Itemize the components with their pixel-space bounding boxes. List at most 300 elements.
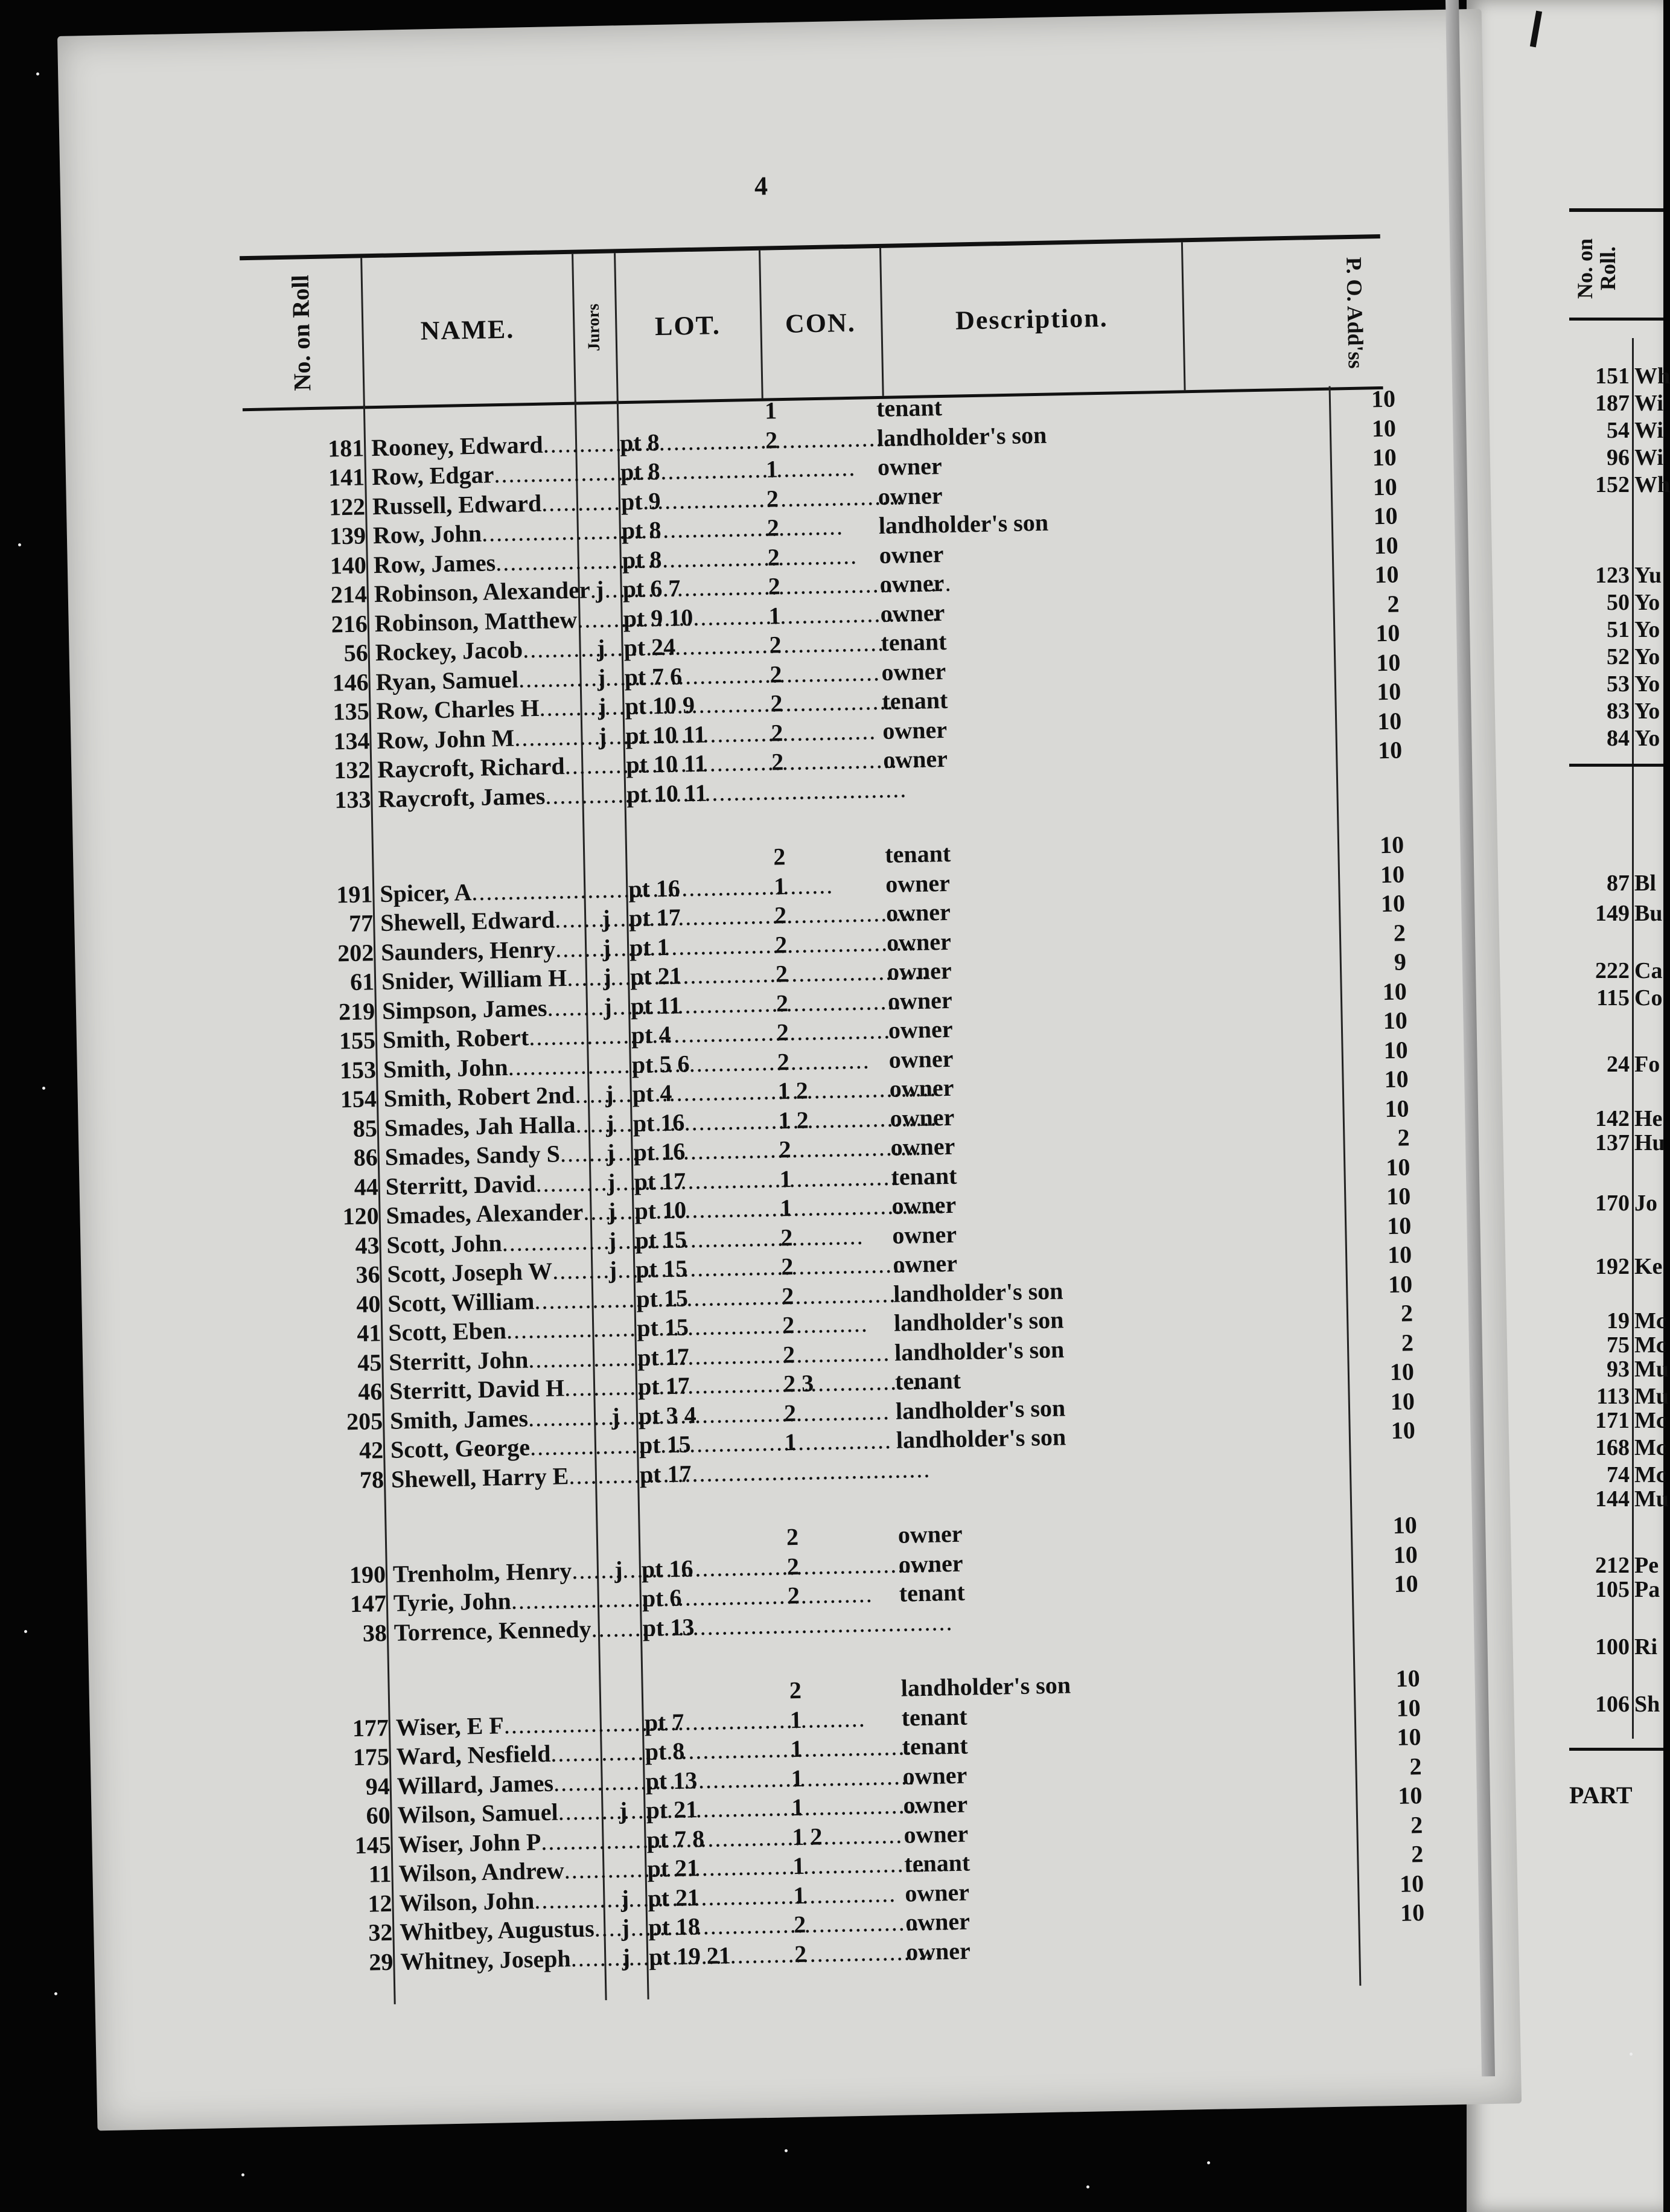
description-value: owner <box>892 1249 958 1278</box>
right-name-fragment: Wh <box>1634 363 1670 389</box>
con-value: 2 <box>766 484 779 513</box>
con-value: 2 <box>768 572 781 600</box>
po-address: 10 <box>1390 1387 1415 1415</box>
juror-mark: j <box>596 634 605 662</box>
lot-value: pt 10 11 <box>625 720 707 749</box>
right-roll-number: 137 <box>1595 1130 1630 1156</box>
elector-name: Sterritt, David ..... <box>385 1169 591 1201</box>
roll-number: 181 <box>327 433 365 462</box>
lot-value: pt 10 11 <box>626 779 708 808</box>
po-address: 10 <box>1372 473 1398 500</box>
right-list-item <box>1569 1690 1663 1718</box>
con-value: 2 <box>774 901 787 929</box>
right-list-item <box>1569 616 1663 644</box>
roll-number: 38 <box>362 1619 387 1647</box>
po-address: 10 <box>1371 385 1396 413</box>
lot-value: pt 21 <box>647 1854 700 1882</box>
lot-value: pt 8 <box>620 457 661 486</box>
dust-speck <box>785 2149 788 2152</box>
po-address: 10 <box>1391 1416 1416 1444</box>
roll-number <box>267 1684 388 1687</box>
roll-number: 77 <box>348 909 374 937</box>
lot-value: pt 16 <box>633 1137 686 1166</box>
lot-value: pt 3 4 <box>638 1401 697 1430</box>
right-name-fragment: Yo <box>1634 726 1660 751</box>
right-name-fragment: Yu <box>1634 563 1662 588</box>
roll-number: 216 <box>331 609 368 638</box>
con-value: 1 <box>792 1852 805 1880</box>
description-value: tenant <box>901 1702 968 1731</box>
right-roll-number: 24 <box>1607 1052 1630 1077</box>
roll-number: 205 <box>346 1407 383 1435</box>
right-name-fragment: Mc <box>1634 1462 1666 1488</box>
right-list-item <box>1569 444 1663 471</box>
lot-value: pt 13 <box>645 1766 698 1795</box>
description-value: owner <box>903 1790 968 1819</box>
header-jurors-label: Jurors <box>584 303 604 352</box>
elector-name: Saunders, Henry ..... <box>381 935 587 967</box>
con-value: 1 <box>779 1165 792 1192</box>
con-value: 1 <box>792 1881 806 1909</box>
description-value: owner <box>885 869 951 898</box>
roll-number: 191 <box>336 880 373 908</box>
description-value: owner <box>879 540 944 569</box>
right-name-fragment: Bu <box>1634 901 1663 926</box>
right-list-item <box>1569 643 1663 671</box>
roll-number: 219 <box>338 997 375 1025</box>
right-roll-number: 106 <box>1595 1692 1630 1717</box>
lot-value: pt 15 <box>636 1313 689 1341</box>
description-value: owner <box>887 986 952 1015</box>
right-name-fragment: Yo <box>1634 617 1660 642</box>
con-value: 2 <box>794 1940 807 1967</box>
po-address: 10 <box>1372 443 1397 471</box>
con-value: 2 <box>765 426 778 454</box>
roll-number: 41 <box>356 1319 381 1347</box>
juror-mark: j <box>608 1256 617 1283</box>
elector-name: Torrence, Kennedy ..... <box>394 1615 599 1647</box>
juror-mark: j <box>598 692 607 721</box>
con-value: 2 3 <box>783 1369 814 1398</box>
con-value: 2 <box>789 1676 802 1704</box>
elector-name: Row, John ..... <box>373 518 579 550</box>
con-value: 2 <box>782 1340 795 1368</box>
right-roll-number: 171 <box>1595 1408 1630 1433</box>
description-value: landholder's son <box>893 1306 1064 1337</box>
right-list-item <box>1569 984 1663 1012</box>
juror-mark: j <box>607 1168 616 1196</box>
right-list-item <box>1569 561 1663 589</box>
roll-number: 61 <box>349 968 375 996</box>
po-address: 9 <box>1394 948 1407 976</box>
lot-value <box>643 1677 800 1680</box>
right-name-fragment: Yo <box>1634 671 1660 697</box>
header-po <box>1326 238 1383 388</box>
right-name-fragment: Yo <box>1634 644 1660 670</box>
roll-number <box>264 1531 385 1533</box>
con-value: 1 <box>765 455 779 483</box>
po-address: 10 <box>1382 977 1407 1005</box>
roll-number: 46 <box>357 1378 383 1405</box>
elector-name: Rooney, Edward ..... <box>371 430 577 462</box>
description-value: owner <box>897 1520 963 1549</box>
right-name-fragment: Mu <box>1634 1384 1669 1409</box>
elector-name: Scott, John ..... <box>386 1227 592 1259</box>
document-page <box>57 9 1522 2131</box>
elector-name: Smith, John ..... <box>383 1052 589 1084</box>
right-roll-number: 54 <box>1607 418 1630 443</box>
elector-name: Smades, Sandy S ..... <box>384 1139 590 1171</box>
right-list-item <box>1569 1253 1663 1280</box>
con-value: 2 <box>773 843 786 871</box>
right-section-rule <box>1569 764 1663 767</box>
dust-speck <box>18 543 21 546</box>
po-address: 2 <box>1397 1124 1410 1151</box>
right-name-fragment: Fo <box>1634 1052 1660 1077</box>
right-name-fragment: Mc <box>1634 1408 1666 1433</box>
po-address: 10 <box>1389 1358 1415 1386</box>
juror-mark: j <box>597 663 606 691</box>
right-name-fragment: Ke <box>1634 1254 1663 1279</box>
right-page-header <box>1569 208 1663 321</box>
right-name-fragment: Bl <box>1634 871 1656 896</box>
po-address: 10 <box>1388 1270 1413 1298</box>
elector-name: Ryan, Samuel ..... <box>375 664 581 696</box>
po-address: 10 <box>1385 1152 1410 1181</box>
description-value: landholder's son <box>878 508 1049 540</box>
elector-name: Whitbey, Augustus ..... <box>400 1914 605 1946</box>
po-address: 10 <box>1373 502 1398 530</box>
elector-name: Shewell, Harry E ..... <box>391 1462 597 1494</box>
lot-value <box>641 1523 798 1526</box>
po-address: 10 <box>1397 1782 1423 1809</box>
roll-number: 78 <box>359 1465 384 1494</box>
description-value: owner <box>905 1937 971 1966</box>
elector-name: Snider, William H ..... <box>381 964 587 996</box>
po-address: 2 <box>1410 1840 1424 1868</box>
juror-mark: j <box>622 1943 631 1971</box>
juror-mark: j <box>614 1555 623 1584</box>
elector-name: Scott, Eben ..... <box>388 1315 594 1347</box>
description-value: tenant <box>884 839 951 868</box>
juror-mark: j <box>608 1227 617 1255</box>
elector-name: Wiser, E F ..... <box>395 1710 601 1742</box>
elector-name: Sterritt, John ..... <box>389 1344 594 1376</box>
description-value: owner <box>904 1878 970 1907</box>
right-list-item <box>1569 697 1663 725</box>
right-roll-number: 149 <box>1595 901 1630 926</box>
juror-mark: j <box>611 1402 620 1430</box>
roll-number: 146 <box>332 668 369 696</box>
description-value: landholder's son <box>895 1393 1066 1425</box>
con-value: 2 <box>781 1282 794 1309</box>
right-name-fragment: Wi <box>1634 418 1663 443</box>
elector-name: Trenholm, Henry ..... <box>393 1556 599 1588</box>
right-list-item <box>1569 1407 1666 1434</box>
header-name-label: NAME. <box>420 314 515 346</box>
right-list-item <box>1569 1576 1663 1603</box>
po-address: 10 <box>1375 648 1401 676</box>
con-value: 2 <box>776 989 789 1017</box>
right-name-fragment: Pe <box>1634 1553 1659 1578</box>
description-value: owner <box>891 1220 957 1249</box>
po-address: 10 <box>1380 889 1406 918</box>
description-value: tenant <box>894 1366 961 1395</box>
po-address: 2 <box>1409 1752 1422 1780</box>
dust-speck <box>1207 2161 1210 2164</box>
po-address: 10 <box>1377 736 1403 764</box>
description-value: owner <box>890 1132 955 1161</box>
lot-value: pt 4 <box>632 1079 672 1108</box>
roll-number: 56 <box>343 639 369 667</box>
lot-value: pt 16 <box>628 874 681 903</box>
right-roll-number: 83 <box>1607 698 1630 724</box>
juror-mark: j <box>621 1914 630 1942</box>
right-name-fragment: Mc <box>1634 1332 1666 1358</box>
lot-value: pt 16 <box>641 1554 693 1583</box>
con-value: 2 <box>777 1047 790 1075</box>
con-value: 1 <box>780 1194 792 1222</box>
lot-value: pt 15 <box>635 1255 688 1283</box>
right-name-fragment: Pa <box>1634 1577 1660 1602</box>
description-value: tenant <box>899 1578 966 1607</box>
elector-name: Rockey, Jacob ..... <box>375 635 581 667</box>
right-roll-number: 187 <box>1595 391 1630 416</box>
lot-value: pt 9 <box>620 487 661 515</box>
con-value: 2 <box>793 1910 806 1939</box>
right-roll-number: 168 <box>1595 1435 1630 1460</box>
description-value: owner <box>878 481 943 510</box>
right-list-item <box>1569 1434 1666 1462</box>
po-address: 10 <box>1399 1869 1424 1897</box>
con-value: 1 <box>764 397 777 424</box>
juror-mark: j <box>606 1139 615 1166</box>
po-address: 10 <box>1386 1182 1411 1210</box>
dust-speck <box>36 72 39 75</box>
con-value: 2 <box>767 543 780 571</box>
con-value: 2 <box>771 748 784 776</box>
lot-value: pt 11 <box>630 991 681 1020</box>
juror-mark: j <box>602 963 612 991</box>
con-value: 2 <box>786 1552 800 1580</box>
lot-value: pt 21 <box>647 1883 700 1912</box>
right-list-item <box>1569 417 1663 444</box>
lot-value <box>628 843 785 846</box>
roll-number: 147 <box>349 1590 387 1618</box>
lot-value: pt 24 <box>623 633 676 662</box>
dust-speck <box>24 1630 27 1633</box>
elector-name: Smith, Robert 2nd ..... <box>383 1081 589 1113</box>
description-value: tenant <box>902 1731 968 1760</box>
lot-value: pt 7 6 <box>624 662 683 691</box>
con-value: 1 <box>768 601 782 630</box>
right-section-rule <box>1569 1748 1663 1751</box>
roll-number <box>251 851 372 853</box>
description-value: owner <box>898 1549 963 1578</box>
lot-value: pt 15 <box>635 1225 687 1254</box>
elector-name: Simpson, James ..... <box>382 993 588 1025</box>
right-name-fragment: Yo <box>1634 590 1660 615</box>
con-value: 1 2 <box>792 1822 823 1850</box>
right-roll-number: 100 <box>1595 1634 1630 1660</box>
juror-mark: j <box>598 722 607 750</box>
lot-value: pt 18 <box>648 1913 701 1941</box>
right-roll-number: 52 <box>1607 644 1630 670</box>
juror-mark: j <box>602 934 611 962</box>
po-address: 10 <box>1384 1065 1409 1093</box>
juror-mark: j <box>605 1110 614 1137</box>
dust-speck <box>241 2173 244 2176</box>
right-column-rule <box>1632 338 1634 1739</box>
right-roll-number: 115 <box>1596 985 1630 1011</box>
po-address: 10 <box>1383 1035 1409 1064</box>
lot-value: pt 10 9 <box>625 691 695 720</box>
con-value: 2 <box>770 660 782 688</box>
header-no-on-roll <box>240 258 365 408</box>
right-list-item <box>1569 1189 1663 1217</box>
right-name-fragment: Co <box>1634 985 1663 1011</box>
right-roll-number: 19 <box>1607 1308 1630 1334</box>
juror-mark: j <box>619 1797 628 1824</box>
con-value: 2 <box>770 689 783 717</box>
right-roll-number: 123 <box>1595 563 1630 588</box>
con-value: 2 <box>779 1136 792 1163</box>
po-address: 10 <box>1394 1570 1419 1597</box>
juror-mark: j <box>602 904 611 932</box>
description-value: landholder's son <box>900 1671 1071 1702</box>
elector-name: Row, James ..... <box>373 547 579 579</box>
po-address: 10 <box>1400 1899 1425 1926</box>
roll-number: 12 <box>368 1889 392 1917</box>
lot-value: pt 15 <box>639 1430 691 1459</box>
lot-value: pt 10 11 <box>625 749 707 779</box>
header-con-label: CON. <box>785 307 856 339</box>
right-roll-number: 75 <box>1607 1332 1630 1358</box>
right-roll-number: 192 <box>1595 1254 1630 1279</box>
lot-value: pt 16 <box>633 1108 685 1137</box>
roll-number: 140 <box>330 551 367 579</box>
description-value: owner <box>882 715 948 744</box>
con-value: 2 <box>780 1252 794 1280</box>
description-value: owner <box>881 657 946 686</box>
dust-speck <box>42 1087 45 1090</box>
juror-mark <box>584 400 608 401</box>
description-value: landholder's son <box>893 1276 1063 1308</box>
right-name-fragment: Jo <box>1634 1191 1657 1216</box>
elector-name: Robinson, Matthew ..... <box>374 606 580 638</box>
lot-value: pt 13 <box>642 1613 695 1641</box>
po-address: 10 <box>1392 1511 1418 1539</box>
right-name-fragment: Mu <box>1634 1357 1669 1382</box>
lot-value: pt 17 <box>639 1459 692 1488</box>
lot-value: pt 7 <box>644 1708 684 1736</box>
elector-name: Raycroft, James ..... <box>378 781 584 813</box>
lot-value: pt 15 <box>636 1283 689 1312</box>
roll-number: 190 <box>349 1560 386 1588</box>
description-value: tenant <box>876 393 943 423</box>
roll-number: 145 <box>354 1830 392 1859</box>
po-address: 10 <box>1385 1094 1409 1122</box>
right-roll-number: 51 <box>1607 617 1630 642</box>
lot-value: pt 17 <box>628 903 681 932</box>
description-value: owner <box>888 1044 954 1073</box>
lot-value: pt 17 <box>637 1372 690 1400</box>
description-value: owner <box>880 598 945 627</box>
elector-name: Wiser, John P ..... <box>398 1827 604 1859</box>
description-value: owner <box>877 452 943 481</box>
elector-name: Willard, James ..... <box>397 1768 602 1800</box>
right-roll-number: 105 <box>1595 1577 1630 1602</box>
roll-number: 135 <box>333 697 369 726</box>
roll-number: 60 <box>366 1801 391 1829</box>
lot-value: pt 10 <box>634 1196 687 1224</box>
lot-value: pt 6 <box>642 1584 682 1612</box>
roll-number: 122 <box>328 492 366 520</box>
right-name-fragment: Wi <box>1634 391 1663 416</box>
po-address: 10 <box>1393 1540 1418 1568</box>
juror-mark: j <box>620 1884 629 1913</box>
po-address: 10 <box>1375 619 1400 647</box>
lot-value: pt 8 <box>645 1737 685 1765</box>
right-name-fragment: Sh <box>1634 1692 1660 1717</box>
elector-name: Tyrie, John ..... <box>393 1585 599 1617</box>
description-value: landholder's son <box>876 421 1047 452</box>
right-list-item <box>1569 1050 1663 1078</box>
roll-number: 155 <box>339 1026 376 1055</box>
description-value: owner <box>891 1191 957 1219</box>
right-list-item <box>1569 389 1663 417</box>
elector-name: Scott, William ..... <box>387 1286 593 1318</box>
lot-value: pt 17 <box>634 1166 686 1195</box>
lot-value: pt 7 8 <box>646 1824 705 1853</box>
po-address <box>1383 1928 1425 1929</box>
right-name-fragment: Mc <box>1634 1435 1666 1460</box>
elector-name: Smith, James ..... <box>390 1403 596 1435</box>
right-roll-number: 151 <box>1595 363 1630 389</box>
po-address <box>1376 1599 1418 1600</box>
table-body <box>243 385 1425 2007</box>
description-value: owner <box>904 1820 969 1849</box>
right-list-item <box>1569 957 1663 985</box>
lot-value: pt 21 <box>629 962 683 991</box>
header-name <box>360 254 576 406</box>
description-value: owner <box>905 1907 970 1936</box>
con-value: 1 <box>789 1705 803 1733</box>
right-list-item <box>1569 900 1663 927</box>
right-name-fragment: Yo <box>1634 698 1660 724</box>
description-value: tenant <box>881 686 948 715</box>
right-roll-number: 74 <box>1607 1462 1630 1488</box>
juror-mark: j <box>595 575 604 604</box>
description-value: owner <box>882 744 948 773</box>
juror-mark <box>606 1526 630 1527</box>
right-roll-number: 222 <box>1595 958 1630 983</box>
elector-name: Wilson, Andrew ..... <box>398 1856 604 1888</box>
po-address: 10 <box>1380 860 1405 888</box>
table-header <box>240 234 1383 411</box>
roll-number: 177 <box>352 1713 389 1742</box>
roll-number: 32 <box>368 1918 393 1946</box>
roll-number: 36 <box>355 1261 380 1288</box>
elector-name: Wilson, Samuel ..... <box>397 1797 603 1829</box>
po-address: 10 <box>1379 831 1404 859</box>
lot-value: pt 8 <box>619 428 660 456</box>
elector-name: Robinson, Alexander ..... <box>374 577 579 609</box>
roll-number: 29 <box>368 1948 394 1976</box>
roll-number: 139 <box>329 522 366 550</box>
right-roll-number: 93 <box>1607 1357 1630 1382</box>
elector-name: Wilson, John ..... <box>399 1885 605 1917</box>
